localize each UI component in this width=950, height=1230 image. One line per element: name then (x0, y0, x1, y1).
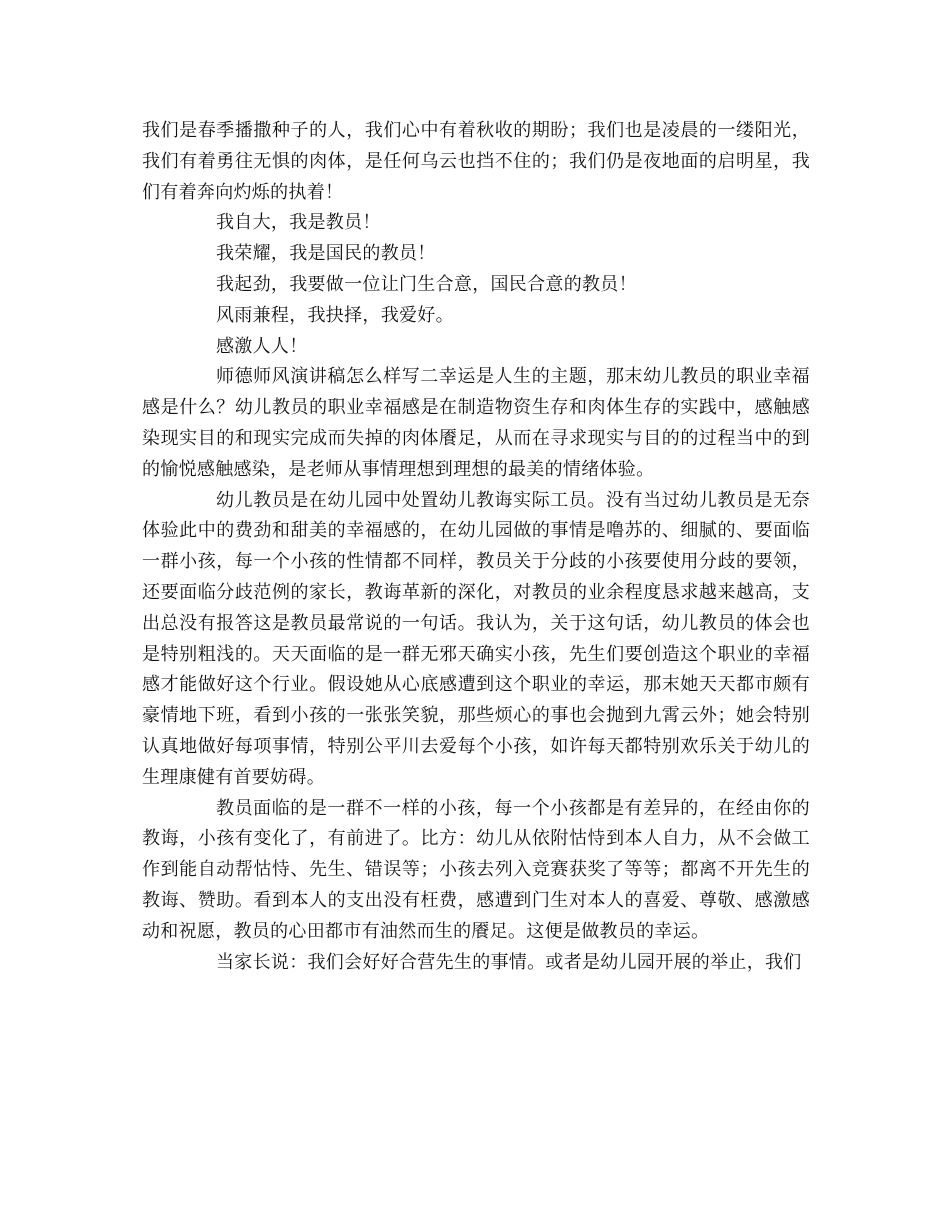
paragraph-6: 感激人人！ (216, 335, 308, 357)
paragraph-1: 我们是春季播撒种子的人，我们心中有着秋收的期盼；我们也是凌晨的一缕阳光，我们有着勇往无惧的肉体，是任何乌云也挡不住的；我们仍是夜地面的启明星，我们有着奔向灼烁的执着！ (142, 120, 810, 203)
paragraph-2: 我自大，我是教员！ (216, 212, 381, 234)
paragraph-9: 教员面临的是一群不一样的小孩，每一个小孩都是有差异的，在经由你的教诲，小孩有变化了，有前进了。比方：幼儿从依附怙恃到本人自力，从不会做工作到能自动帮怙恃、先生、错误等；小孩去列入竞赛获奖了等等；都离不开先生的教诲、赞助。看到本人的支出没有枉费，感遭到门生对本人的喜爱、尊敬、感激感动和祝愿，教员的心田都市有油然而生的餍足。这便是做教员的幸运。 (142, 797, 810, 942)
paragraph-5: 风雨兼程，我抉择，我爱好。 (216, 304, 454, 326)
paragraph-4: 我起劲，我要做一位让门生合意，国民合意的教员！ (216, 273, 637, 295)
paragraph-10: 当家长说：我们会好好合营先生的事情。或者是幼儿园开展的举止，我们 (216, 951, 802, 973)
paragraph-3: 我荣耀，我是国民的教员！ (216, 243, 436, 265)
document-page (142, 116, 810, 978)
paragraph-8: 幼儿教员是在幼儿园中处置幼儿教诲实际工员。没有当过幼儿教员是无奈体验此中的费劲和甜美的幸福感的，在幼儿园做的事情是噜苏的、细腻的、要面临一群小孩，每一个小孩的性情都不同样，教员关于分歧的小孩要使用分歧的要领，还要面临分歧范例的家长，教诲革新的深化，对教员的业余程度恳求越来越高，支出总没有报答这是教员最常说的一句话。我认为，关于这句话，幼儿教员的体会也是特别粗浅的。天天面临的是一群无邪天确实小孩，先生们要创造这个职业的幸福感才能做好这个行业。假设她从心底感遭到这个职业的幸运，那末她天天都市颇有豪情地下班，看到小孩的一张张笑貌，那些烦心的事也会抛到九霄云外；她会特别认真地做好每项事情，特别公平川去爱每个小孩，如许每天都特别欢乐关于幼儿的生理康健有首要妨碍。 (142, 489, 810, 788)
paragraph-7: 师德师风演讲稿怎么样写二幸运是人生的主题，那末幼儿教员的职业幸福感是什么？幼儿教员的职业幸福感是在制造物资生存和肉体生存的实践中，感触感染现实目的和现实完成而失掉的肉体餍足，从而在寻求现实与目的的过程当中的到的愉悦感触感染，是老师从事情理想到理想的最美的情绪体验。 (142, 366, 810, 480)
